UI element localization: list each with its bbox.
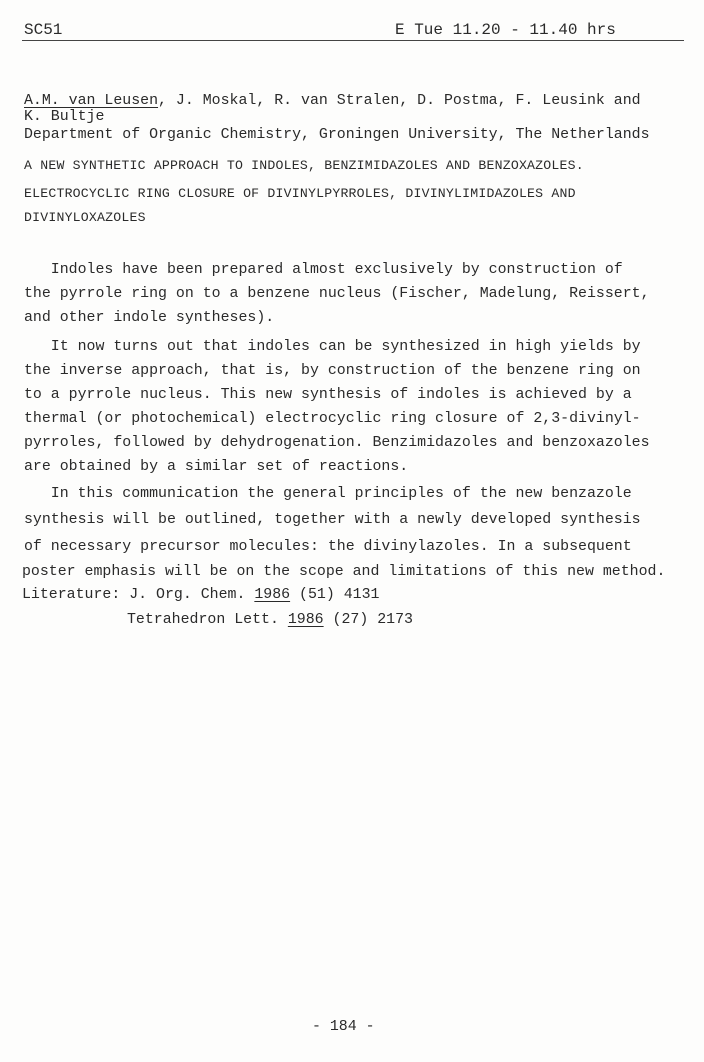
ref-journal: Tetrahedron Lett. bbox=[127, 612, 288, 628]
title-line: A NEW SYNTHETIC APPROACH TO INDOLES, BENZIMIDAZOLES AND BENZOXAZOLES. bbox=[24, 158, 584, 173]
body-line: thermal (or photochemical) electrocyclic ring closure of 2,3-divinyl- bbox=[24, 411, 641, 427]
ref-volume-page: (51) 4131 bbox=[290, 587, 380, 603]
body-line: pyrroles, followed by dehydrogenation. Benzimidazoles and benzoxazoles bbox=[24, 435, 650, 451]
body-line: are obtained by a similar set of reactions. bbox=[24, 459, 409, 475]
title-line: ELECTROCYCLIC RING CLOSURE OF DIVINYLPYRROLES, DIVINYLIMIDAZOLES AND bbox=[24, 186, 576, 201]
header-rule bbox=[22, 40, 684, 41]
body-line: In this communication the general principles of the new benzazole bbox=[24, 486, 632, 502]
title-line: DIVINYLOXAZOLES bbox=[24, 210, 146, 225]
body-line: the pyrrole ring on to a benzene nucleus (Fischer, Madelung, Reissert, bbox=[24, 286, 650, 302]
ref-year: 1986 bbox=[287, 612, 324, 628]
co-authors: , J. Moskal, R. van Stralen, D. Postma, F. Leusink and bbox=[158, 93, 641, 109]
affiliation: Department of Organic Chemistry, Groningen University, The Netherlands bbox=[24, 127, 650, 143]
ref-year: 1986 bbox=[254, 587, 291, 603]
session-time: E Tue 11.20 - 11.40 hrs bbox=[395, 21, 616, 39]
body-line: poster emphasis will be on the scope and limitations of this new method. bbox=[22, 564, 666, 580]
page-number: - 184 - bbox=[312, 1019, 375, 1035]
session-code: SC51 bbox=[24, 21, 63, 39]
presenting-author: A.M. van Leusen bbox=[24, 93, 159, 109]
literature-ref-2 bbox=[127, 611, 413, 629]
body-line: synthesis will be outlined, together with a newly developed synthesis bbox=[24, 512, 641, 528]
body-line: Indoles have been prepared almost exclusively by construction of bbox=[24, 262, 623, 278]
body-line: It now turns out that indoles can be synthesized in high yields by bbox=[24, 339, 641, 355]
body-line: to a pyrrole nucleus. This new synthesis of indoles is achieved by a bbox=[24, 387, 632, 403]
literature-label: Literature: J. Org. Chem. bbox=[22, 587, 255, 603]
body-line: and other indole syntheses). bbox=[24, 310, 275, 326]
authors-line-2: K. Bultje bbox=[24, 109, 105, 125]
ref-volume-page: (27) 2173 bbox=[323, 612, 413, 628]
body-line: the inverse approach, that is, by construction of the benzene ring on bbox=[24, 363, 641, 379]
body-line: of necessary precursor molecules: the divinylazoles. In a subsequent bbox=[24, 539, 632, 555]
literature-ref-1 bbox=[22, 586, 379, 604]
authors-line-1 bbox=[24, 92, 641, 110]
